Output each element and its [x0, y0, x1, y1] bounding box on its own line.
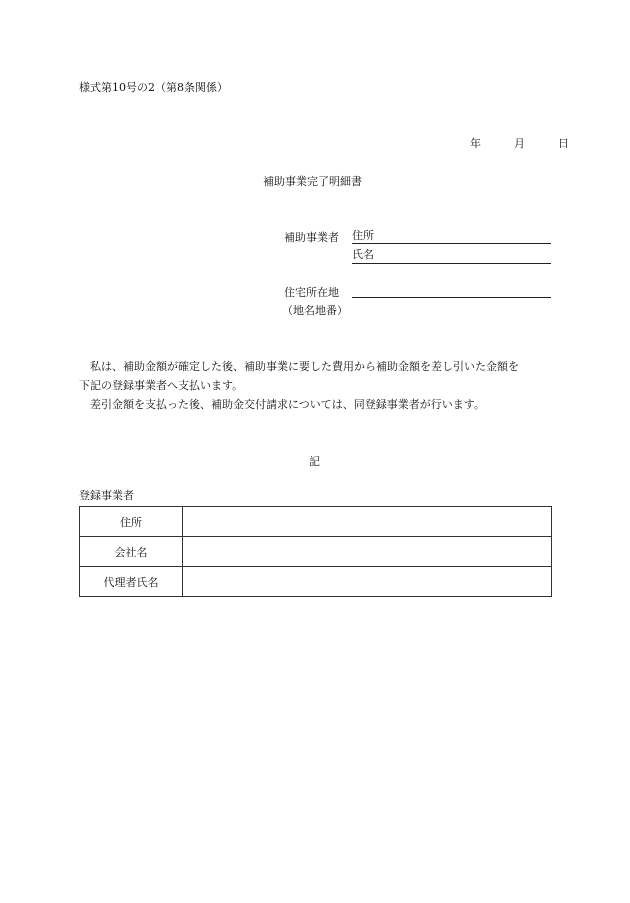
applicant-name-line[interactable] — [352, 263, 551, 264]
table-row — [80, 537, 552, 567]
date-year: 年 — [470, 137, 481, 150]
applicant-label: 補助事業者 — [284, 231, 339, 244]
registered-business-heading: 登録事業者 — [79, 489, 134, 502]
form-number: 様式第10号の2（第8条関係） — [79, 81, 228, 94]
row-value-company[interactable] — [183, 537, 552, 567]
ki-heading: 記 — [309, 455, 320, 468]
applicant-address-label: 住所 — [352, 229, 374, 242]
date-month: 月 — [514, 137, 525, 150]
row-label-company: 会社名 — [80, 537, 183, 567]
row-label-address: 住所 — [80, 507, 183, 537]
residence-sub-label: （地名地番） — [282, 304, 348, 317]
body-paragraph1-line2: 下記の登録事業者へ支払います。 — [79, 379, 244, 392]
row-value-address[interactable] — [183, 507, 552, 537]
residence-line[interactable] — [352, 297, 551, 298]
row-label-agent-name: 代理者氏名 — [80, 567, 183, 597]
applicant-address-line[interactable] — [352, 243, 551, 244]
applicant-name-label: 氏名 — [352, 248, 374, 261]
date-day: 日 — [558, 137, 569, 150]
body-paragraph1-line1: 私は、補助金額が確定した後、補助事業に要した費用から補助金額を差し引いた金額を — [90, 360, 519, 373]
document-title: 補助事業完了明細書 — [263, 175, 362, 188]
date-line — [470, 137, 569, 151]
table-row — [80, 507, 552, 537]
row-value-agent-name[interactable] — [183, 567, 552, 597]
table-row — [80, 567, 552, 597]
registered-business-table — [79, 506, 552, 597]
residence-label: 住宅所在地 — [284, 286, 339, 299]
body-paragraph2: 差引金額を支払った後、補助金交付請求については、同登録事業者が行います。 — [90, 398, 485, 411]
